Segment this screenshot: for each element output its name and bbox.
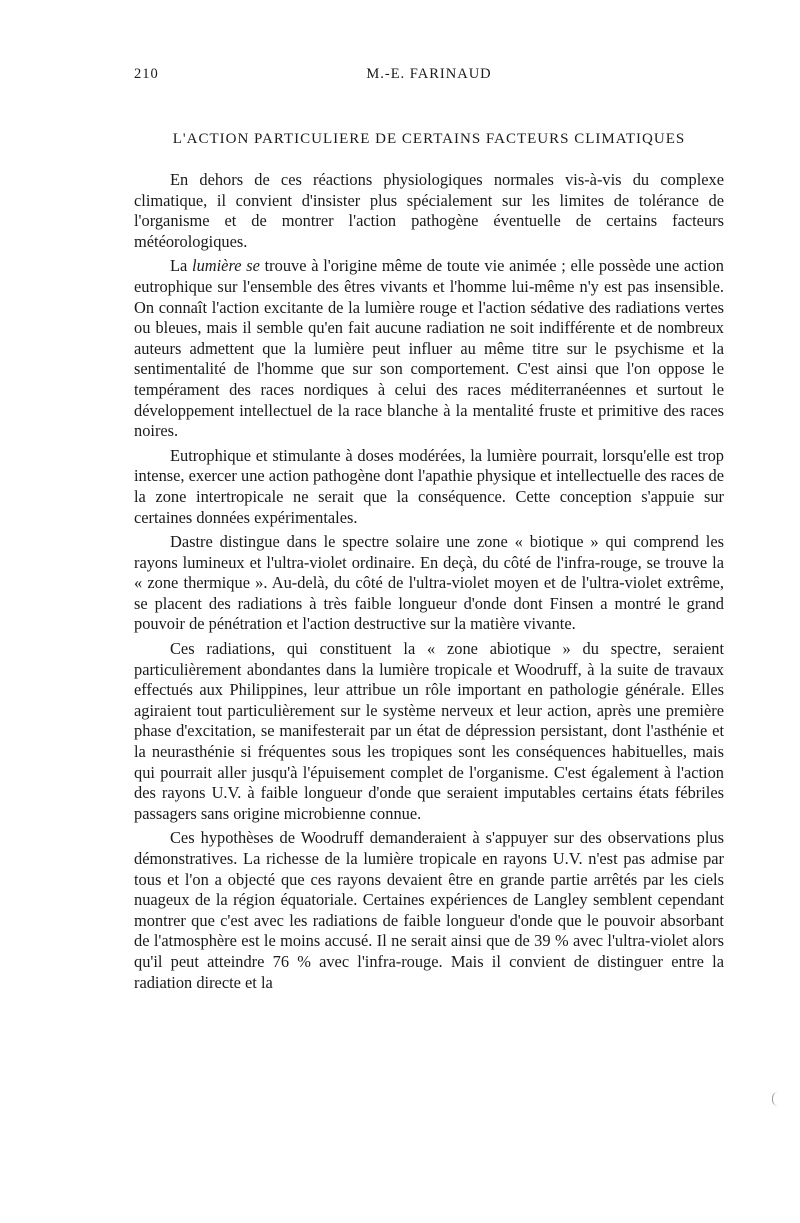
paragraph-6: Ces hypothèses de Woodruff demanderaient à s'appuyer sur des observations plus démonstratives. La richesse de la lumière tropicale en rayons U.V. n'est pas admise par tous et l'on a objecté que ces rayons devaient être en grande partie arrêtés par les ciels nuageux de la région équatoriale. Certaines expériences de Langley semblent cependant montrer que c'est avec les radiations de faible longueur d'onde que le pouvoir absorbant de l'atmosphère est le moins accusé. Il ne serait ainsi que de 39 % avec l'ultra-violet alors qu'il peut atteindre 76 % avec l'infra-rouge. Mais il convient de distinguer entre la radiation directe et la [134, 828, 724, 992]
paragraph-4: Dastre distingue dans le spectre solaire une zone « biotique » qui comprend les rayons lumineux et l'ultra-violet ordinaire. En deçà, du côté de l'infra-rouge, se trouve la « zone thermique ». Au-delà, du côté de l'ultra-violet moyen et de l'ultra-violet extrême, se placent des radiations à très faible longueur d'onde dont Finsen a montré le grand pouvoir de pénétration et l'action destructive sur la matière vivante. [134, 532, 724, 634]
paragraph-2-start: La [170, 256, 193, 276]
paragraph-3: Eutrophique et stimulante à doses modérées, la lumière pourrait, lorsqu'elle est trop intense, exercer une action pathogène dont l'apathie physique et intellectuelle des races de la zone intertropicale ne serait que la conséquence. Cette conception s'appuie sur certaines données expérimentales. [134, 445, 724, 527]
paragraph-1: En dehors de ces réactions physiologiques normales vis-à-vis du complexe climatique, il convient d'insister plus spécialement sur les limites de tolérance de l'organisme et de montrer l'action pathogène éventuelle de certains facteurs météorologiques. [134, 170, 724, 251]
paragraph-2-rest: trouve à l'origine même de toute vie animée ; elle possède une action eutrophique sur l'ensemble des êtres vivants et l'homme lui-même n'y est pas insensible. On connaît l'action excitante de la lumière rouge et l'action sédative des radiations vertes ou bleues, mais il semble qu'en fait aucune radiation ne soit indifférente et de nombreux auteurs admettent que la lumière peut influer au même titre sur le psychisme et la sentimentalité de l'homme que sur son comportement. C'est ainsi que l'on oppose le tempérament des races nordiques à celui des races méditerranéennes et surtout le développement intellectuel de la race blanche à la mentalité fruste et primitive des races noires. [134, 256, 725, 441]
paragraph-5: Ces radiations, qui constituent la « zone abiotique » du spectre, seraient particulièrement abondantes dans la lumière tropicale et Woodruff, à la suite de travaux effectués aux Philippines, leur attribue un rôle important en pathologie générale. Elles agiraient tout particulièrement sur le système nerveux et leur action, après une première phase d'excitation, se manifesterait par un état de dépression persistant, dont l'asthénie et la neurasthénie si fréquentes sous les tropiques sont les conséquences habituelles, mais qui pourrait aller jusqu'à l'épuisement complet de l'organisme. C'est également à l'action des rayons U.V. à faible longueur d'onde que seraient imputables certains états fébriles passagers sans origine microbienne connue. [134, 639, 724, 823]
paragraph-2-italic: lumière se [192, 256, 260, 276]
body-text [134, 170, 724, 997]
scan-artifact-mark [772, 1092, 779, 1106]
running-header [134, 66, 724, 88]
paragraph-2 [134, 256, 724, 441]
page-number: 210 [134, 66, 159, 82]
section-title: L'ACTION PARTICULIERE DE CERTAINS FACTEURS CLIMATIQUES [172, 131, 686, 147]
running-head-author: M.-E. FARINAUD [366, 66, 492, 82]
